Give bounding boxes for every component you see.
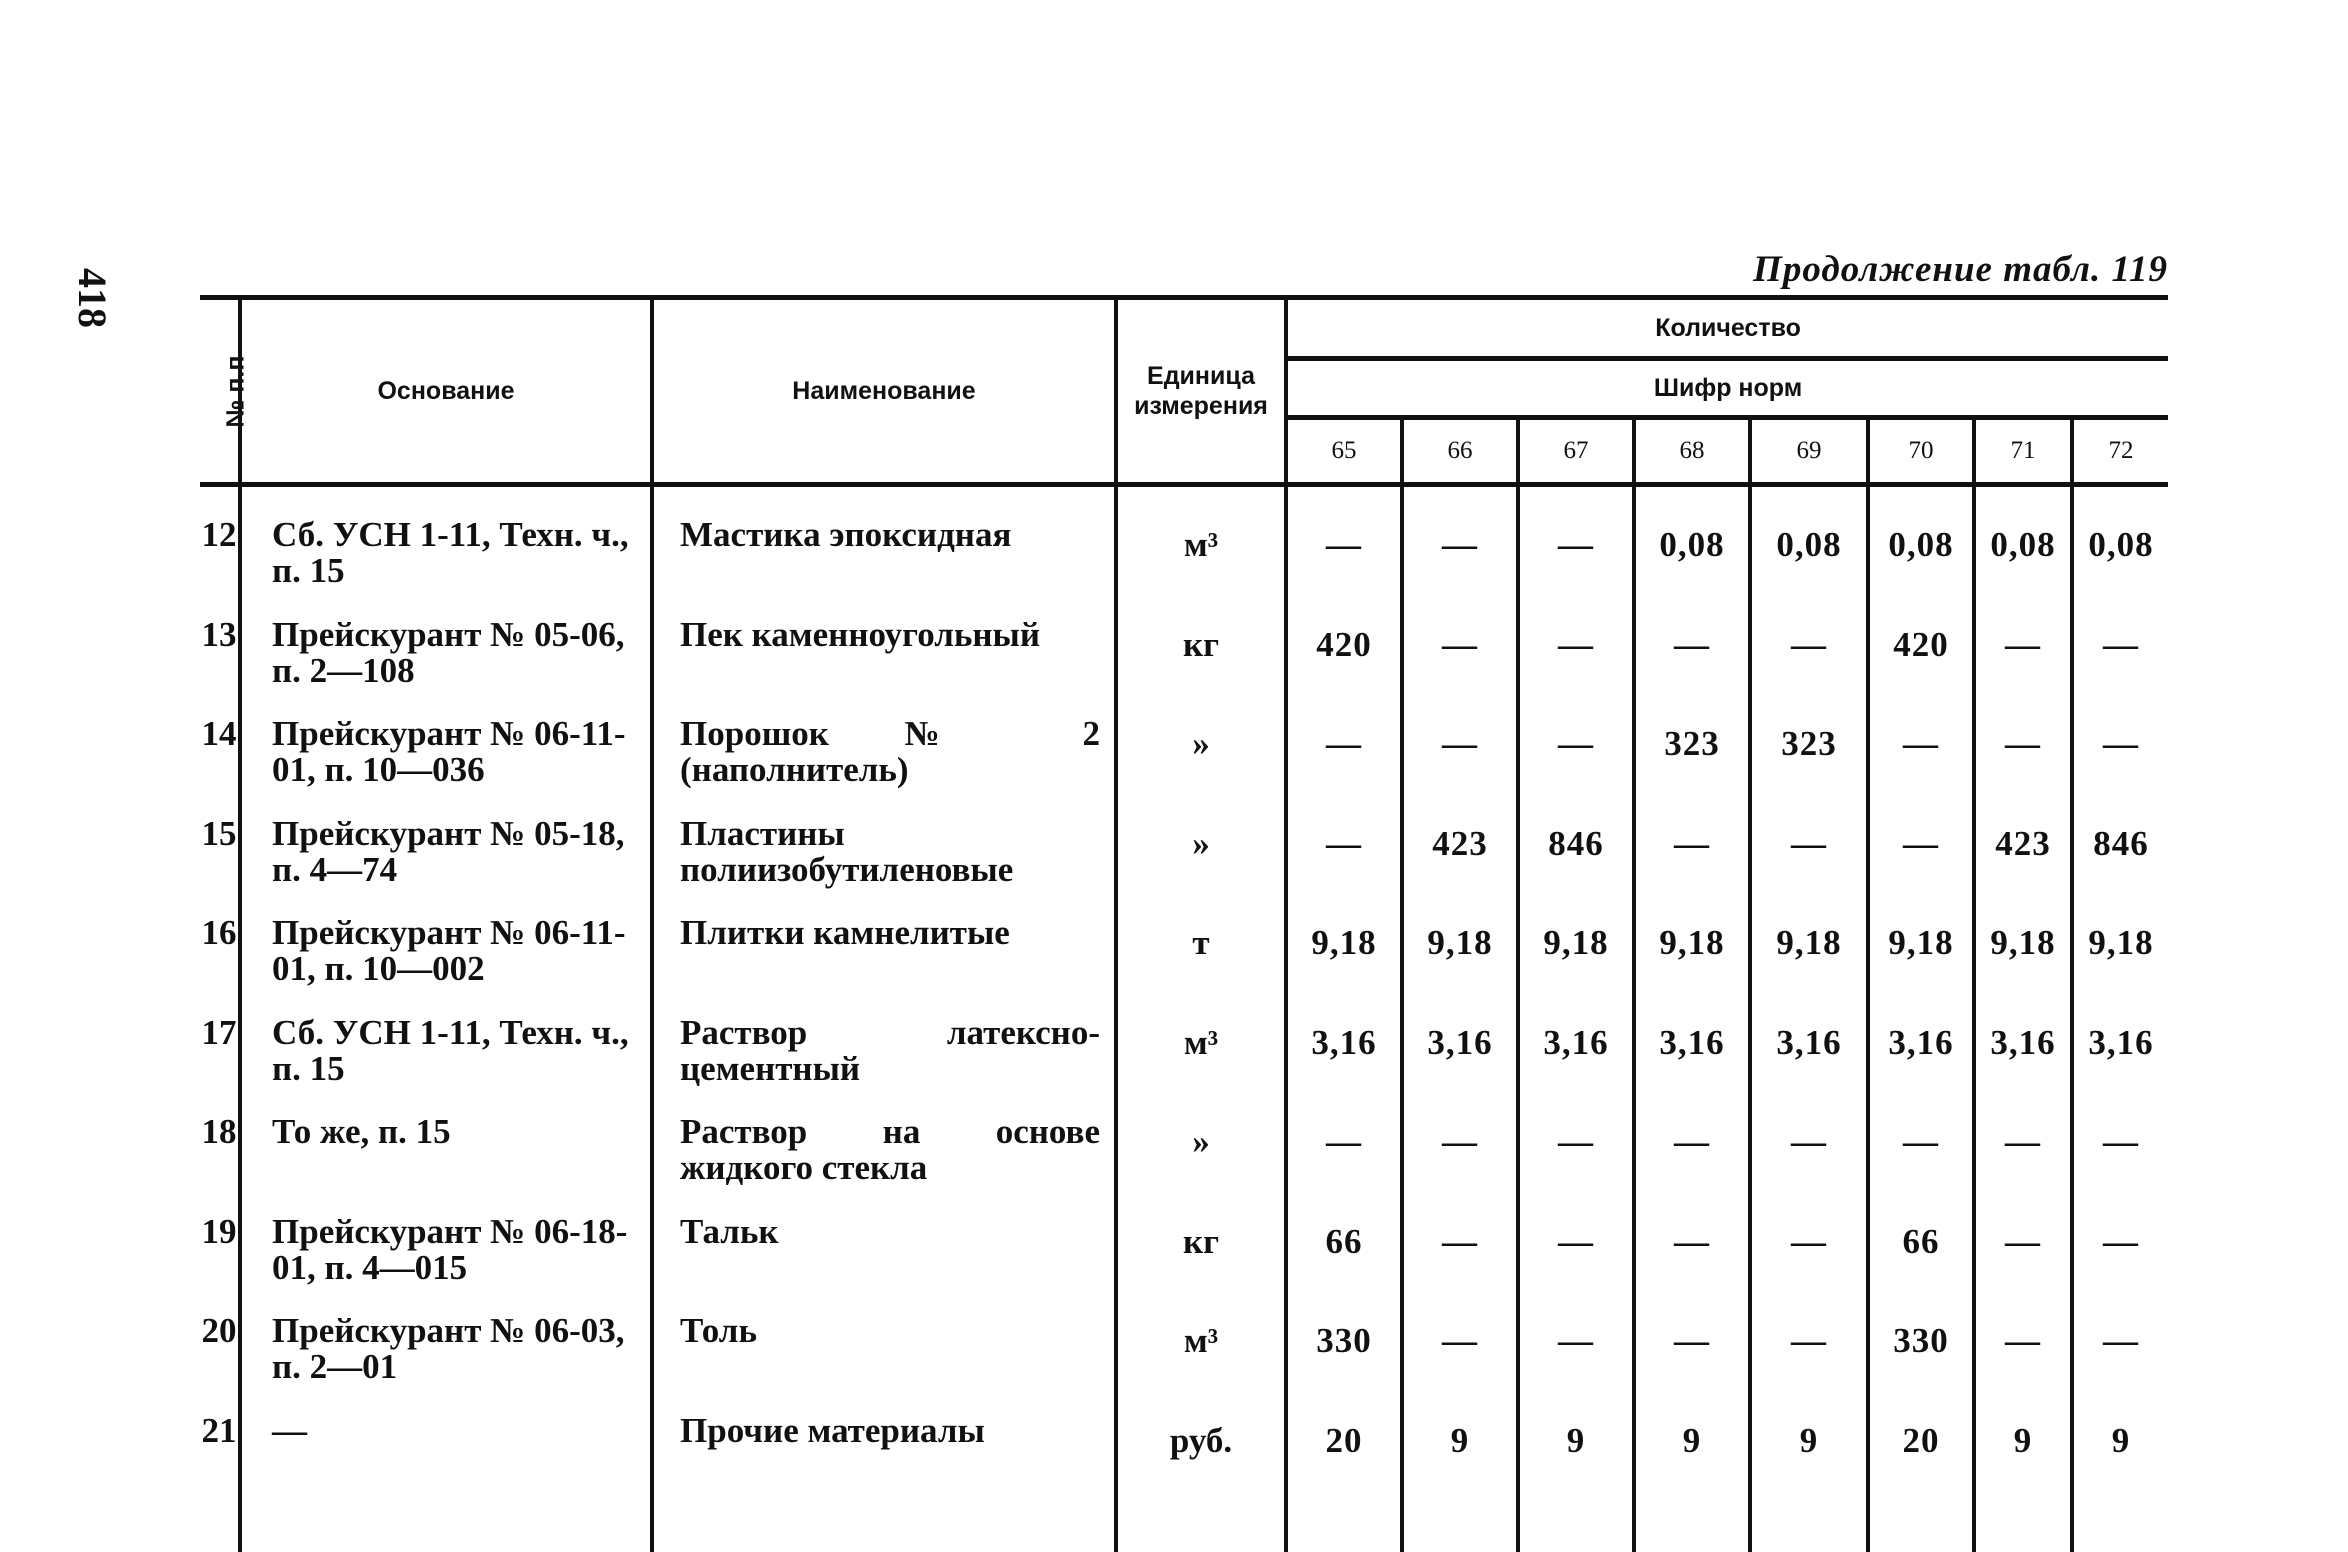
row-number: 17 xyxy=(201,1012,237,1052)
row-qty-71: — xyxy=(1974,617,2072,717)
row-base: Прейскурант № 05-18, п. 4—74 xyxy=(240,816,652,916)
row-qty-67: — xyxy=(1518,485,1634,617)
row-base: Сб. УСН 1-11, Техн. ч., п. 15 xyxy=(240,1015,652,1115)
row-base: Прейскурант № 06-11-01, п. 10—002 xyxy=(240,915,652,1015)
norm-code-65: 65 xyxy=(1286,418,1402,485)
row-qty-69: — xyxy=(1750,816,1868,916)
table-row xyxy=(200,816,2168,916)
row-name: Порошок № 2 (наполнитель) xyxy=(652,716,1116,816)
row-qty-66: — xyxy=(1402,1114,1518,1214)
col-header-name: Наименование xyxy=(652,298,1116,485)
row-number: 21 xyxy=(201,1410,237,1450)
row-qty-71: 9,18 xyxy=(1974,915,2072,1015)
row-qty-72: — xyxy=(2072,716,2168,816)
row-unit: кг xyxy=(1116,617,1286,717)
row-unit: т xyxy=(1116,915,1286,1015)
row-qty-70: — xyxy=(1868,1114,1974,1214)
row-qty-65: 66 xyxy=(1286,1214,1402,1314)
row-qty-67: 846 xyxy=(1518,816,1634,916)
row-qty-68: — xyxy=(1634,1114,1750,1214)
row-name: Плитки камнелитые xyxy=(652,915,1116,1015)
row-qty-68: 9 xyxy=(1634,1413,1750,1513)
row-name: Мастика эпоксидная xyxy=(652,485,1116,617)
row-qty-72: 9,18 xyxy=(2072,915,2168,1015)
row-qty-66: 3,16 xyxy=(1402,1015,1518,1115)
row-qty-67: 3,16 xyxy=(1518,1015,1634,1115)
row-qty-72: — xyxy=(2072,1114,2168,1214)
row-qty-71: — xyxy=(1974,1214,2072,1314)
norm-code-70: 70 xyxy=(1868,418,1974,485)
row-number: 15 xyxy=(201,813,237,853)
row-qty-67: — xyxy=(1518,716,1634,816)
row-base: То же, п. 15 xyxy=(240,1114,652,1214)
row-unit: м³ xyxy=(1116,1313,1286,1413)
row-number: 14 xyxy=(201,714,237,753)
norm-code-69: 69 xyxy=(1750,418,1868,485)
row-qty-66: 9,18 xyxy=(1402,915,1518,1015)
row-qty-67: — xyxy=(1518,1114,1634,1214)
row-qty-65: — xyxy=(1286,716,1402,816)
table-row xyxy=(200,915,2168,1015)
table-row xyxy=(200,1313,2168,1413)
norm-code-67: 67 xyxy=(1518,418,1634,485)
row-qty-65: 9,18 xyxy=(1286,915,1402,1015)
row-qty-71: 9 xyxy=(1974,1413,2072,1513)
row-qty-65: — xyxy=(1286,816,1402,916)
row-qty-68: 323 xyxy=(1634,716,1750,816)
row-qty-66: — xyxy=(1402,485,1518,617)
row-qty-65: 3,16 xyxy=(1286,1015,1402,1115)
row-number: 16 xyxy=(201,913,237,952)
row-qty-70: 420 xyxy=(1868,617,1974,717)
row-unit: кг xyxy=(1116,1214,1286,1314)
row-qty-68: — xyxy=(1634,1313,1750,1413)
row-base: Прейскурант № 06-03, п. 2—01 xyxy=(240,1313,652,1413)
row-qty-68: 3,16 xyxy=(1634,1015,1750,1115)
table-row xyxy=(200,1114,2168,1214)
row-qty-69: 9,18 xyxy=(1750,915,1868,1015)
row-qty-69: 3,16 xyxy=(1750,1015,1868,1115)
row-qty-66: 423 xyxy=(1402,816,1518,916)
row-number: 13 xyxy=(201,614,237,654)
row-qty-66: — xyxy=(1402,716,1518,816)
row-qty-71: — xyxy=(1974,1313,2072,1413)
row-qty-69: — xyxy=(1750,1214,1868,1314)
table-row xyxy=(200,485,2168,617)
table-row xyxy=(200,1015,2168,1115)
norm-code-71: 71 xyxy=(1974,418,2072,485)
row-base: Прейскурант № 06-18-01, п. 4—015 xyxy=(240,1214,652,1314)
row-qty-70: 0,08 xyxy=(1868,485,1974,617)
row-qty-69: — xyxy=(1750,617,1868,717)
row-qty-68: 9,18 xyxy=(1634,915,1750,1015)
row-qty-71: 3,16 xyxy=(1974,1015,2072,1115)
row-qty-70: — xyxy=(1868,816,1974,916)
row-unit: » xyxy=(1116,1114,1286,1214)
row-qty-67: — xyxy=(1518,1313,1634,1413)
row-qty-67: 9,18 xyxy=(1518,915,1634,1015)
norm-code-68: 68 xyxy=(1634,418,1750,485)
row-qty-70: 66 xyxy=(1868,1214,1974,1314)
row-qty-66: 9 xyxy=(1402,1413,1518,1513)
row-qty-66: — xyxy=(1402,1313,1518,1413)
col-header-quantity: Количество xyxy=(1286,298,2168,359)
row-number: 18 xyxy=(201,1112,237,1151)
row-qty-72: — xyxy=(2072,617,2168,717)
table-row xyxy=(200,1413,2168,1513)
row-number: 19 xyxy=(201,1211,237,1251)
row-number: 12 xyxy=(201,515,237,554)
row-qty-70: 9,18 xyxy=(1868,915,1974,1015)
row-qty-69: — xyxy=(1750,1114,1868,1214)
row-qty-67: — xyxy=(1518,617,1634,717)
row-qty-72: 846 xyxy=(2072,816,2168,916)
row-qty-65: 420 xyxy=(1286,617,1402,717)
row-name: Раствор латексно-цементный xyxy=(652,1015,1116,1115)
table-row xyxy=(200,617,2168,717)
table-caption: Продолжение табл. 119 xyxy=(1753,249,2168,290)
row-base: Прейскурант № 06-11-01, п. 10—036 xyxy=(240,716,652,816)
row-qty-66: — xyxy=(1402,1214,1518,1314)
row-qty-69: — xyxy=(1750,1313,1868,1413)
row-qty-72: 0,08 xyxy=(2072,485,2168,617)
row-name: Прочие материалы xyxy=(652,1413,1116,1513)
row-qty-70: 3,16 xyxy=(1868,1015,1974,1115)
row-qty-65: — xyxy=(1286,485,1402,617)
row-qty-67: 9 xyxy=(1518,1413,1634,1513)
row-qty-71: 0,08 xyxy=(1974,485,2072,617)
row-qty-70: 20 xyxy=(1868,1413,1974,1513)
row-qty-67: — xyxy=(1518,1214,1634,1314)
norm-code-72: 72 xyxy=(2072,418,2168,485)
row-name: Толь xyxy=(652,1313,1116,1413)
row-qty-71: 423 xyxy=(1974,816,2072,916)
row-unit: » xyxy=(1116,816,1286,916)
table-end-spacer xyxy=(200,1512,2168,1552)
col-header-base: Основание xyxy=(240,298,652,485)
row-name: Пек каменноугольный xyxy=(652,617,1116,717)
row-qty-70: 330 xyxy=(1868,1313,1974,1413)
row-qty-68: — xyxy=(1634,1214,1750,1314)
table-row xyxy=(200,1214,2168,1314)
row-name: Тальк xyxy=(652,1214,1116,1314)
row-name: Раствор на основе жидкого стекла xyxy=(652,1114,1116,1214)
row-unit: м³ xyxy=(1116,1015,1286,1115)
row-qty-69: 0,08 xyxy=(1750,485,1868,617)
row-base: Сб. УСН 1-11, Техн. ч., п. 15 xyxy=(240,485,652,617)
row-qty-65: 20 xyxy=(1286,1413,1402,1513)
row-base: Прейскурант № 05-06, п. 2—108 xyxy=(240,617,652,717)
row-qty-72: 9 xyxy=(2072,1413,2168,1513)
materials-table xyxy=(200,295,2168,1552)
page-number: 418 xyxy=(70,268,115,328)
row-qty-72: 3,16 xyxy=(2072,1015,2168,1115)
row-qty-71: — xyxy=(1974,1114,2072,1214)
row-unit: руб. xyxy=(1116,1413,1286,1513)
col-header-unit: Единица измерения xyxy=(1116,298,1286,485)
row-base: — xyxy=(240,1413,652,1513)
row-qty-72: — xyxy=(2072,1313,2168,1413)
row-qty-69: 323 xyxy=(1750,716,1868,816)
row-qty-66: — xyxy=(1402,617,1518,717)
row-qty-65: — xyxy=(1286,1114,1402,1214)
row-unit: » xyxy=(1116,716,1286,816)
row-name: Пластины полиизобутиленовые xyxy=(652,816,1116,916)
row-qty-70: — xyxy=(1868,716,1974,816)
table-row xyxy=(200,716,2168,816)
row-unit: м³ xyxy=(1116,485,1286,617)
row-qty-68: — xyxy=(1634,617,1750,717)
col-header-no: № п.п xyxy=(200,298,240,485)
row-number: 20 xyxy=(201,1311,237,1350)
col-header-codes: Шифр норм xyxy=(1286,359,2168,418)
norm-code-66: 66 xyxy=(1402,418,1518,485)
row-qty-71: — xyxy=(1974,716,2072,816)
row-qty-68: — xyxy=(1634,816,1750,916)
row-qty-65: 330 xyxy=(1286,1313,1402,1413)
row-qty-68: 0,08 xyxy=(1634,485,1750,617)
row-qty-69: 9 xyxy=(1750,1413,1868,1513)
row-qty-72: — xyxy=(2072,1214,2168,1314)
